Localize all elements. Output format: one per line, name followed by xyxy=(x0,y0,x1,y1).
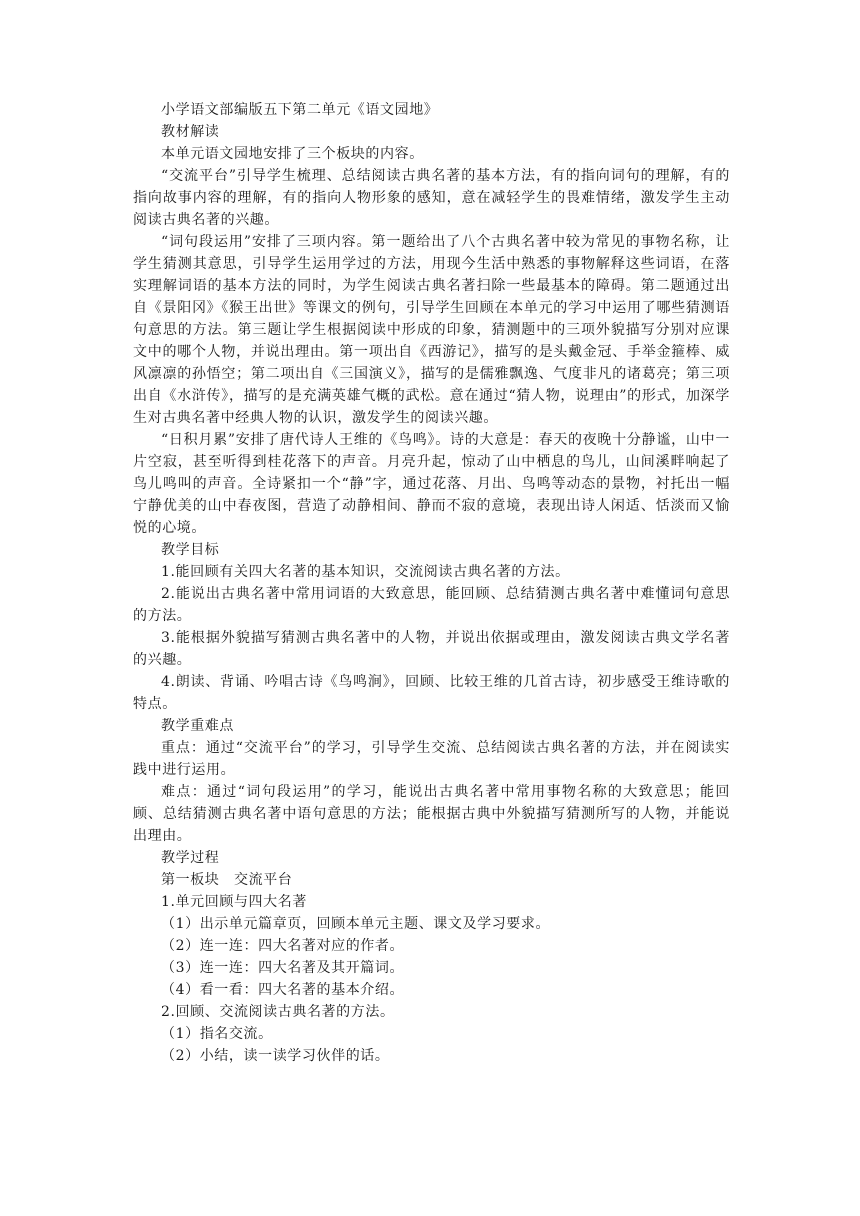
goal-item-1: 1.能回顾有关四大名著的基本知识，交流阅读古典名著的方法。 xyxy=(161,564,570,580)
step1-title: 1.单元回顾与四大名著 xyxy=(161,894,307,910)
goal-item-4: 4.朗读、背诵、吟唱古诗《鸟鸣涧》，回顾、比较王维的几首古诗，初步感受王维诗歌的特点。 xyxy=(133,674,730,712)
step1-item-2: （2）连一连：四大名著对应的作者。 xyxy=(161,938,405,954)
section-heading-material: 教材解读 xyxy=(161,124,220,140)
step2-item-2: （2）小结，读一读学习伙伴的话。 xyxy=(161,1048,390,1064)
key-point-paragraph: 重点：通过“交流平台”的学习，引导学生交流、总结阅读古典名著的方法，并在阅读实践中进行运用。 xyxy=(133,740,730,778)
document-body xyxy=(133,99,730,1067)
step1-item-3: （3）连一连：四大名著及其开篇词。 xyxy=(161,960,405,976)
section-heading-key-points: 教学重难点 xyxy=(161,718,234,734)
step2-item-1: （1）指名交流。 xyxy=(161,1026,273,1042)
paragraph-jiaoliu-pingtai: “交流平台”引导学生梳理、总结阅读古典名著的基本方法，有的指向词句的理解，有的指向故事内容的理解，有的指向人物形象的感知，意在减轻学生的畏难情绪，激发学生主动阅读古典名著的兴趣。 xyxy=(133,168,730,228)
step1-item-1: （1）出示单元篇章页，回顾本单元主题、课文及学习要求。 xyxy=(161,916,551,932)
paragraph-riji-yuelei: “日积月累”安排了唐代诗人王维的《鸟鸣》。诗的大意是：春天的夜晚十分静谧，山中一片空寂，甚至听得到桂花落下的声音。月亮升起，惊动了山中栖息的鸟儿，山间溪畔响起了鸟儿鸣叫的声音。全诗紧扣一个“静”字，通过花落、月出、鸟鸣等动态的景物，衬托出一幅宁静优美的山中春夜图，营造了动静相间、静而不寂的意境，表现出诗人闲适、恬淡而又愉悦的心境。 xyxy=(133,432,730,536)
intro-paragraph: 本单元语文园地安排了三个板块的内容。 xyxy=(161,146,424,162)
paragraph-ciju-duan-yunyong: “词句段运用”安排了三项内容。第一题给出了八个古典名著中较为常见的事物名称，让学生猜测其意思，引导学生运用学过的方法，用现今生活中熟悉的事物解释这些词语，在落实理解词语的基本方法的同时，为学生阅读古典名著扫除一些最基本的障碍。第二题通过出自《景阳冈》《猴王出世》等课文的例句，引导学生回顾在本单元的学习中运用了哪些猜测语句意思的方法。第三题让学生根据阅读中形成的印象，猜测题中的三项外貌描写分别对应课文中的哪个人物，并说出理由。第一项出自《西游记》，描写的是头戴金冠、手举金箍棒、威风凛凛的孙悟空；第二项出自《三国演义》，描写的是儒雅飘逸、气度非凡的诸葛亮；第三项出自《水浒传》，描写的是充满英雄气概的武松。意在通过“猜人物，说理由”的形式，加深学生对古典名著中经典人物的认识，激发学生的阅读兴趣。 xyxy=(133,234,730,426)
document-title: 小学语文部编版五下第二单元《语文园地》 xyxy=(161,102,439,118)
difficult-point-paragraph: 难点：通过“词句段运用”的学习，能说出古典名著中常用事物名称的大致意思；能回顾、总结猜测古典名著中语句意思的方法；能根据古典中外貌描写猜测所写的人物，并能说出理由。 xyxy=(133,784,730,844)
section-heading-goals: 教学目标 xyxy=(161,542,220,558)
block1-title: 第一板块 交流平台 xyxy=(161,872,293,888)
step1-item-4: （4）看一看：四大名著的基本介绍。 xyxy=(161,982,405,998)
section-heading-process: 教学过程 xyxy=(161,850,220,866)
goal-item-3: 3.能根据外貌描写猜测古典名著中的人物，并说出依据或理由，激发阅读古典文学名著的兴趣。 xyxy=(133,630,730,668)
goal-item-2: 2.能说出古典名著中常用词语的大致意思，能回顾、总结猜测古典名著中难懂词句意思的方法。 xyxy=(133,586,730,624)
step2-title: 2.回顾、交流阅读古典名著的方法。 xyxy=(161,1004,395,1020)
